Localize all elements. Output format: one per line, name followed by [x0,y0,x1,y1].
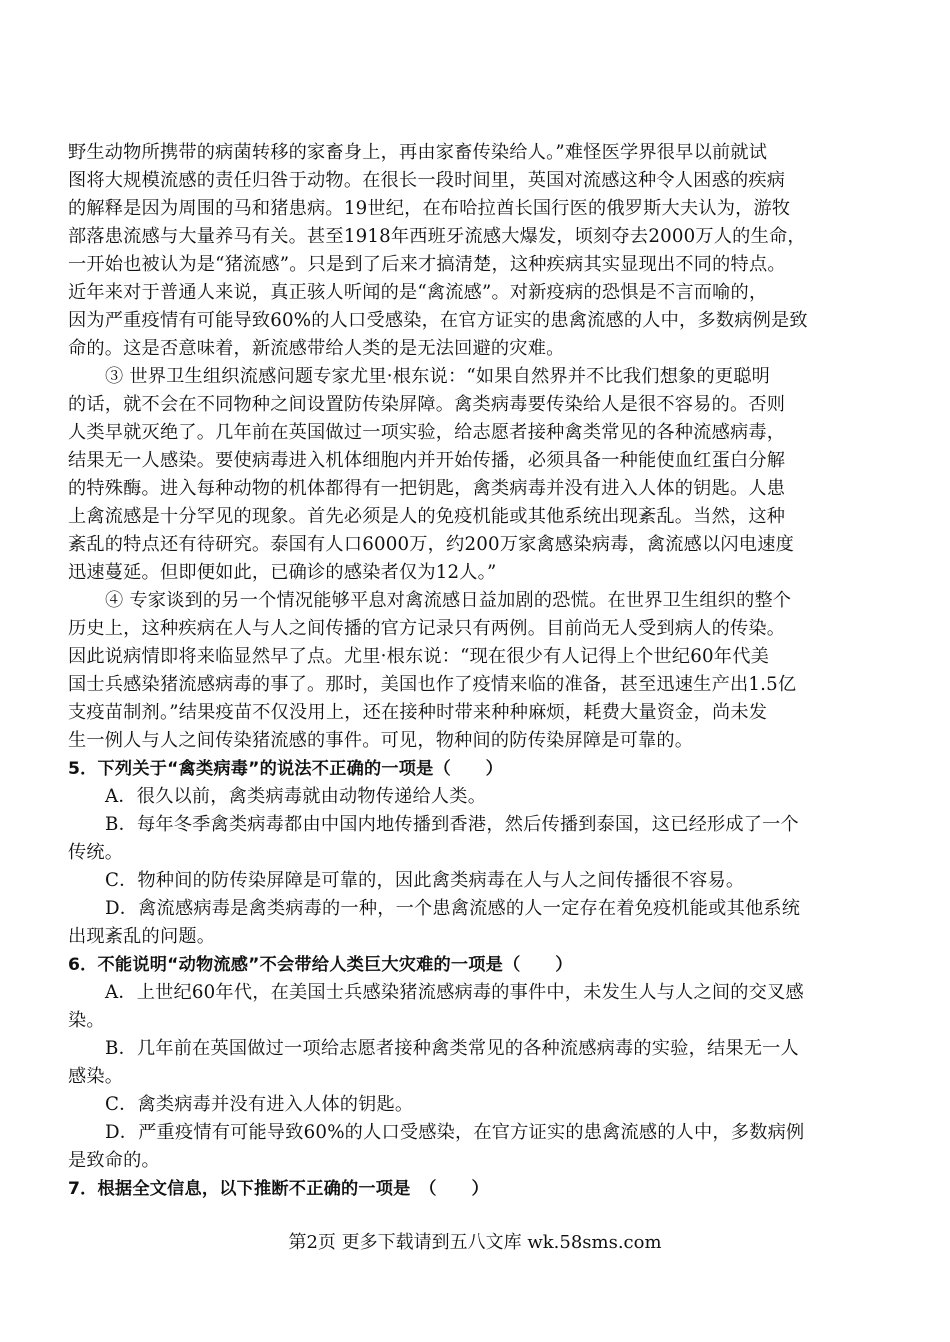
text-line: 上禽流感是十分罕见的现象。首先必须是人的免疫机能或其他系统出现紊乱。当然，这种 [68,506,786,527]
question-stem: 6．不能说明“动物流感”不会带给人类巨大灾难的一项是（ ） [68,955,573,975]
question-5 [68,755,840,951]
text-line: 历史上，这种疾病在人与人之间传播的官方记录只有两例。目前尚无人受到病人的传染。 [68,618,786,639]
text-line: 一开始也被认为是“猪流感”。只是到了后来才搞清楚，这种疾病其实显现出不同的特点。 [68,254,786,275]
option-d-continued: 是致命的。 [68,1150,160,1171]
question-7 [68,1175,840,1203]
text-line: 支疫苗制剂。”结果疫苗不仅没用上，还在接种时带来种种麻烦，耗费大量资金，尚未发 [68,702,768,723]
paragraph-2 [68,139,840,363]
option-b: B．几年前在英国做过一项给志愿者接种禽类常见的各种流感病毒的实验，结果无一人 [105,1038,799,1059]
question-6 [68,951,840,1175]
text-line: 生一例人与人之间传染猪流感的事件。可见，物种间的防传染屏障是可靠的。 [68,730,694,751]
text-line: 迅速蔓延。但即便如此，已确诊的感染者仅为12人。” [68,562,497,583]
text-line: 部落患流感与大量养马有关。甚至1918年西班牙流感大爆发，顷刻夺去2000万人的生命， [68,226,806,247]
text-line: 人类早就灭绝了。几年前在英国做过一项实验，给志愿者接种禽类常见的各种流感病毒， [68,422,786,443]
text-line: 因为严重疫情有可能导致60%的人口受感染，在官方证实的患禽流感的人中，多数病例是致 [68,310,808,331]
text-line: 结果无一人感染。要使病毒进入机体细胞内并开始传播，必须具备一种能使血红蛋白分解 [68,450,786,471]
text-line: 紊乱的特点还有待研究。泰国有人口6000万，约200万家禽感染病毒，禽流感以闪电速度 [68,534,794,555]
option-c: C．物种间的防传染屏障是可靠的，因此禽类病毒在人与人之间传播很不容易。 [105,870,745,891]
text-line: 图将大规模流感的责任归咎于动物。在很长一段时间里，英国对流感这种令人困惑的疾病 [68,170,786,191]
option-d-continued: 出现紊乱的问题。 [68,926,216,947]
document-body [68,139,840,1203]
text-line: 国士兵感染猪流感病毒的事了。那时，美国也作了疫情来临的准备，甚至迅速生产出1.5亿 [68,674,797,695]
option-a: A．很久以前，禽类病毒就由动物传递给人类。 [105,786,487,807]
text-line: 的解释是因为周围的马和猪患病。19世纪，在布哈拉酋长国行医的俄罗斯大夫认为，游牧 [68,198,791,219]
option-b-continued: 感染。 [68,1066,124,1087]
question-stem: 7．根据全文信息，以下推断不正确的一项是 （ ） [68,1179,489,1199]
option-a: A．上世纪60年代，在美国士兵感染猪流感病毒的事件中，未发生人与人之间的交叉感 [105,982,804,1003]
question-stem: 5．下列关于“禽类病毒”的说法不正确的一项是（ ） [68,759,504,779]
option-a-continued: 染。 [68,1010,105,1031]
text-line: 野生动物所携带的病菌转移的家畜身上，再由家畜传染给人。”难怪医学界很早以前就试 [68,142,768,163]
option-c: C．禽类病毒并没有进入人体的钥匙。 [105,1094,414,1115]
paragraph-4 [68,587,840,755]
option-d: D．禽流感病毒是禽类病毒的一种，一个患禽流感的人一定存在着免疫机能或其他系统 [105,898,801,919]
text-line: 因此说病情即将来临显然早了点。尤里·根东说：“现在很少有人记得上个世纪60年代美 [68,646,769,667]
text-line: 命的。这是否意味着，新流感带给人类的是无法回避的灾难。 [68,338,565,359]
text-line: 的话，就不会在不同物种之间设置防传染屏障。禽类病毒要传染给人是很不容易的。否则 [68,394,786,415]
option-d: D．严重疫情有可能导致60%的人口受感染，在官方证实的患禽流感的人中，多数病例 [105,1122,805,1143]
text-line: 的特殊酶。进入每种动物的机体都得有一把钥匙，禽类病毒并没有进入人体的钥匙。人患 [68,478,786,499]
text-line: 近年来对于普通人来说，真正骇人听闻的是“禽流感”。对新疫病的恐惧是不言而喻的， [68,282,768,303]
paragraph-3 [68,363,840,587]
option-b: B．每年冬季禽类病毒都由中国内地传播到香港，然后传播到泰国，这已经形成了一个 [105,814,799,835]
text-line: ④ 专家谈到的另一个情况能够平息对禽流感日益加剧的恐慌。在世界卫生组织的整个 [105,590,792,611]
text-line: ③ 世界卫生组织流感问题专家尤里·根东说：“如果自然界并不比我们想象的更聪明 [105,366,771,387]
page-footer: 第2页 更多下载请到五八文库 wk.58sms.com [288,1232,662,1253]
option-b-continued: 传统。 [68,842,124,863]
